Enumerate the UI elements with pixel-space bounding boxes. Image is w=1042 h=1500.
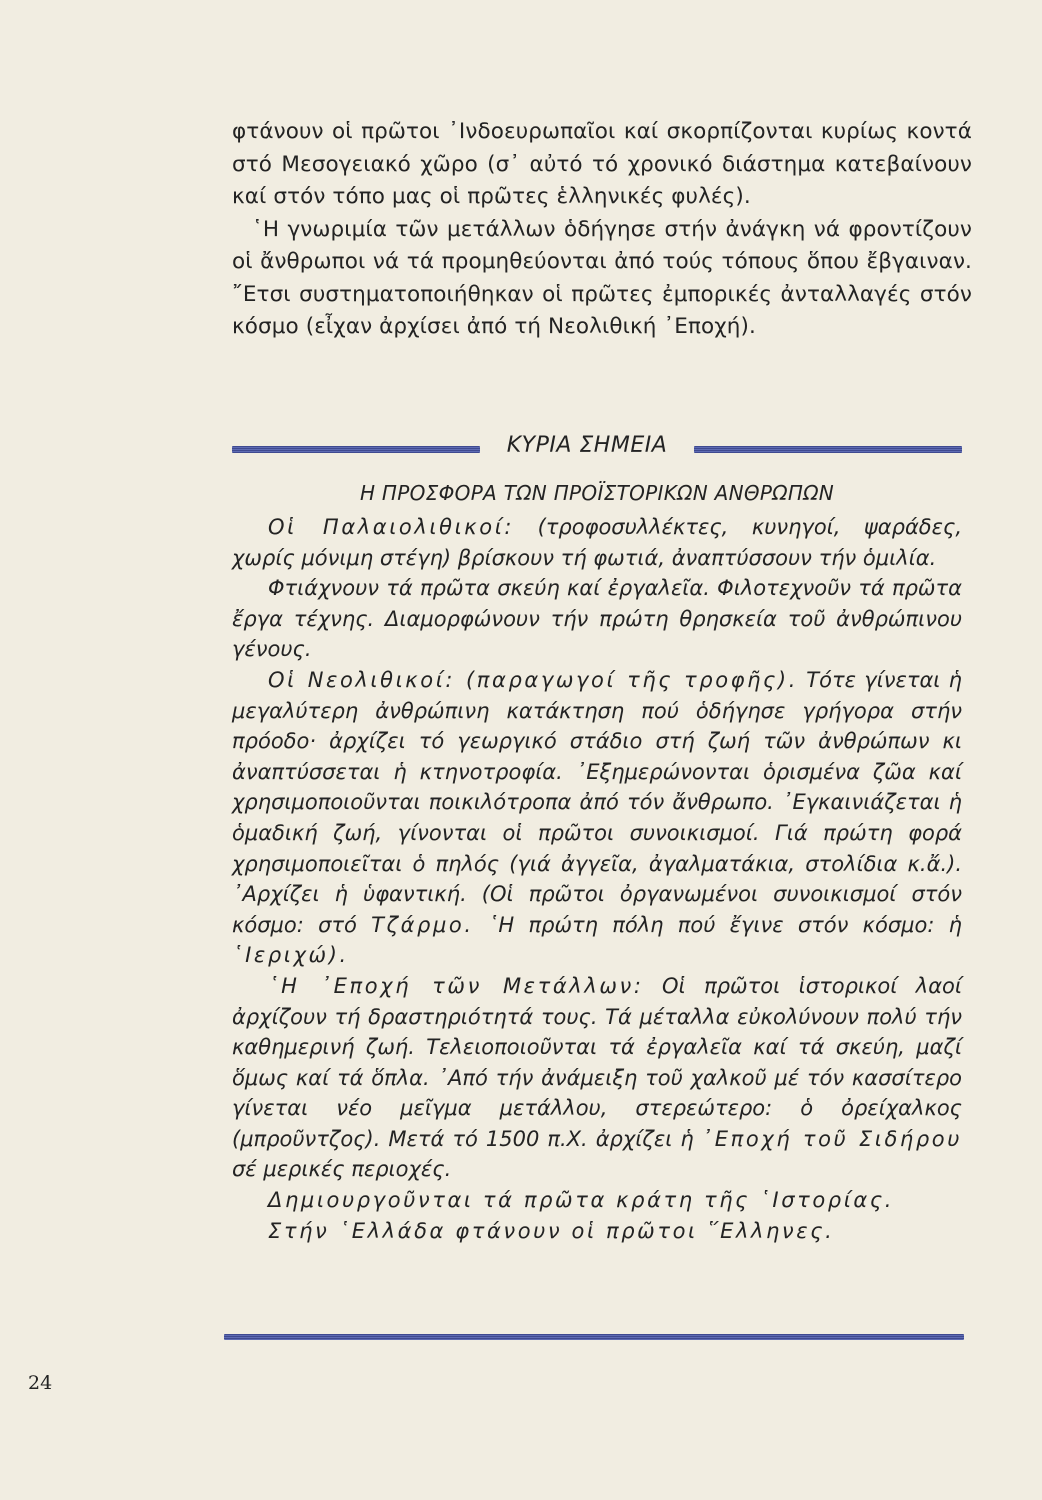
point-text: Στήν ῾Ελλάδα φτάνουν οἱ πρῶτοι ῞Ελληνες.	[268, 1218, 835, 1243]
point-term: Οἱ Νεολιθικοί: (παραγωγοί τῆς τροφῆς).	[268, 667, 798, 692]
era-name: ᾿Εποχή τοῦ Σιδήρου	[701, 1126, 962, 1151]
point-neolithic	[232, 665, 962, 971]
place-name: ῾Ιεριχώ).	[232, 943, 349, 968]
point-paleolithic	[232, 512, 962, 573]
point-greeks	[232, 1216, 962, 1247]
point-text: ῾Η πρώτη πόλη πού ἔγινε στόν κόσμο: ἡ	[487, 912, 962, 937]
point-text: Δημιουργοῦνται τά πρῶτα κράτη τῆς ῾Ιστορίας.	[268, 1188, 895, 1213]
section-rule-right	[694, 446, 962, 453]
point-states	[232, 1185, 962, 1216]
section-title: ΚΥΡΙΑ ΣΗΜΕΙΑ	[506, 433, 668, 458]
point-text: Οἱ πρῶτοι ἱστορικοί λαοί ἀρχίζουν τή δραστηριότητά τους. Τά μέταλλα εὐκολύνουν πολύ τήν καθημερινή ζωή. Τελειοποιοῦνται τά ἐργαλεῖα καί τά σκεύη, μαζί ὅμως καί τά ὅπλα. ᾿Από τήν ἀνάμειξη τοῦ χαλκοῦ μέ τόν κασσίτερο γίνεται νέο μεῖγμα μετάλλου, στερεώτερο: ὁ ὀρείχαλκος (μπροῦντζος). Μετά τό 1500 π.Χ. ἀρχίζει ἡ	[232, 973, 962, 1151]
page-number: 24	[28, 1372, 53, 1394]
bottom-rule	[224, 1334, 964, 1340]
point-text: Φτιάχνουν τά πρῶτα σκεύη καί ἐργαλεῖα. Φιλοτεχνοῦν τά πρῶτα ἔργα τέχνης. Διαμορφώνουν τήν πρώτη θρησκεία τοῦ ἀνθρώπινου γένους.	[232, 576, 962, 662]
intro-paragraph: ῾Η γνωριμία τῶν μετάλλων ὁδήγησε στήν ἀνάγκη νά φροντίζουν οἱ ἄνθρωποι νά τά προμηθεύονται ἀπό τούς τόπους ὅπου ἔβγαιναν. ῎Ετσι συστηματοποιήθηκαν οἱ πρῶτες ἐμπορικές ἀνταλλαγές στόν κόσμο (εἶχαν ἀρχίσει ἀπό τή Νεολιθική ᾿Εποχή).	[232, 216, 972, 339]
point-text: σέ μερικές περιοχές.	[232, 1157, 452, 1182]
point-term: ῾Η ᾿Εποχή τῶν Μετάλλων:	[268, 973, 644, 998]
key-points	[232, 512, 962, 1246]
point-text: (τροφοσυλλέκτες, κυνηγοί, ψαράδες, χωρίς μόνιμη στέγη) βρίσκουν τή φωτιά, ἀναπτύσσουν τήν ὁμιλία.	[232, 515, 962, 570]
point-tools	[232, 573, 962, 665]
intro-paragraph: φτάνουν οἱ πρῶτοι ᾿Ινδοευρωπαῖοι καί σκορπίζονται κυρίως κοντά στό Μεσογειακό χῶρο (σ᾿ αὐτό τό χρονικό διάστημα κατεβαίνουν καί στόν τόπο μας οἱ πρῶτες ἑλληνικές φυλές).	[232, 119, 972, 209]
place-name: Τζάρμο.	[371, 912, 474, 937]
intro-text	[232, 116, 972, 344]
point-text: Τότε γίνεται ἡ μεγαλύτερη ἀνθρώπινη κατάκτηση πού ὁδήγησε γρήγορα στήν πρόοδο· ἀρχίζει τό γεωργικό στάδιο στή ζωή τῶν ἀνθρώπων κι ἀναπτύσσεται ἡ κτηνοτροφία. ᾿Εξημερώνονται ὁρισμένα ζῶα καί χρησιμοποιοῦνται ποικιλότροπα ἀπό τόν ἄνθρωπο. ᾿Εγκαινιάζεται ἡ ὁμαδική ζωή, γίνονται οἱ πρῶτοι συνοικισμοί. Γιά πρώτη φορά χρησιμοποιεῖται ὁ πηλός (γιά ἀγγεῖα, ἀγαλματάκια, στολίδια κ.ἄ.). ᾿Αρχίζει ἡ ὑφαντική. (Οἱ πρῶτοι ὀργανωμένοι συνοικισμοί στόν κόσμο: στό	[232, 667, 962, 937]
point-metals	[232, 971, 962, 1185]
section-rule-left	[232, 446, 480, 453]
section-subtitle: Η ΠΡΟΣΦΟΡΑ ΤΩΝ ΠΡΟΪΣΤΟΡΙΚΩΝ ΑΝΘΡΩΠΩΝ	[359, 481, 835, 505]
point-term: Οἱ Παλαιολιθικοί:	[268, 515, 515, 539]
